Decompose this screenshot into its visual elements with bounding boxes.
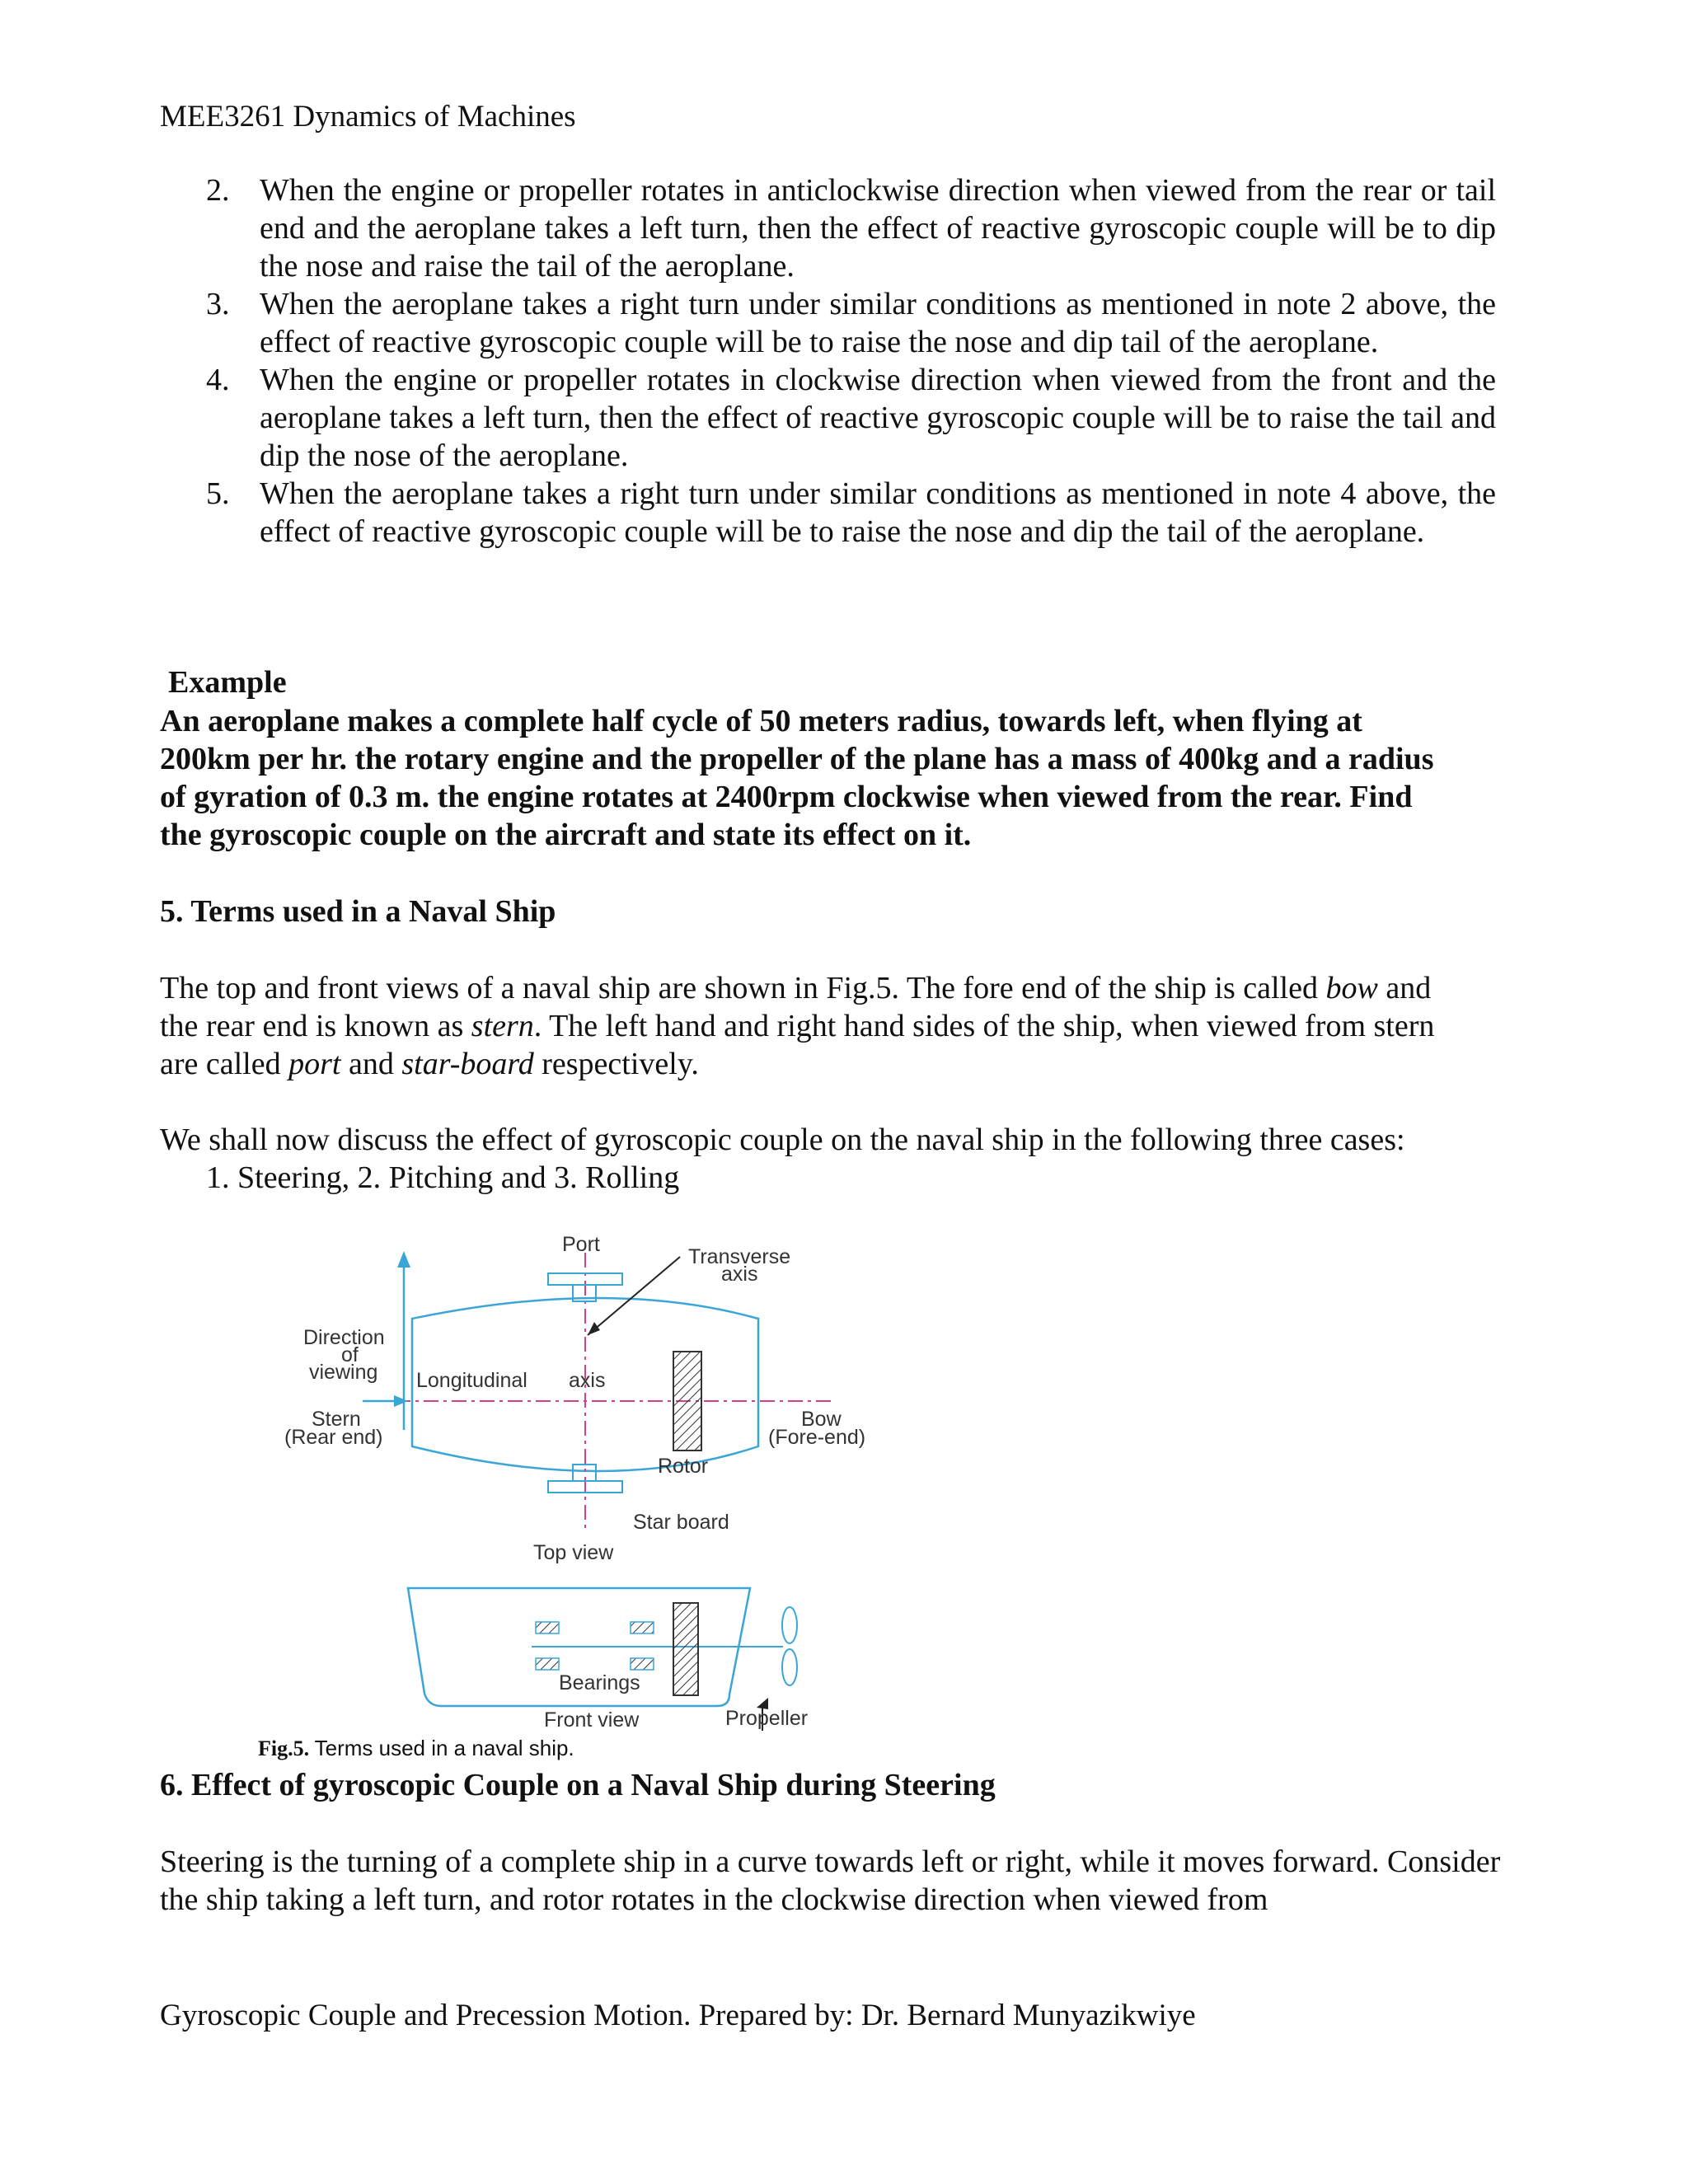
notes-list bbox=[206, 171, 1496, 551]
section-6-heading: 6. Effect of gyroscopic Couple on a Naval Ship during Steering bbox=[160, 1768, 996, 1802]
propeller-blade-lower bbox=[782, 1649, 797, 1685]
rotor-front-view bbox=[673, 1603, 698, 1695]
section-5-paragraph-2: We shall now discuss the effect of gyroscopic couple on the naval ship in the following three cases: bbox=[160, 1122, 1405, 1157]
label-front-view: Front view bbox=[544, 1708, 640, 1732]
arrow-head-icon bbox=[394, 1395, 408, 1407]
label-fore-end: (Fore-end) bbox=[768, 1426, 866, 1449]
page-header: MEE3261 Dynamics of Machines bbox=[160, 100, 576, 134]
bearing-1-upper bbox=[536, 1622, 559, 1633]
section-5-paragraph-1 bbox=[160, 969, 1454, 1083]
term-starboard: star-board bbox=[401, 1047, 534, 1081]
bearing-1-lower bbox=[536, 1658, 559, 1670]
label-rotor: Rotor bbox=[658, 1455, 709, 1478]
example-title: Example bbox=[168, 665, 287, 700]
label-bow: Bow bbox=[801, 1408, 842, 1431]
text-run: and the rear end is known as bbox=[160, 971, 1432, 1043]
label-of: of bbox=[341, 1343, 359, 1366]
note-text: When the aeroplane takes a right turn under similar conditions as mentioned in note 2 above, the effect of reactive gyroscopic couple will be to raise the nose and dip tail of the aeroplane. bbox=[260, 287, 1496, 359]
label-longitudinal: Longitudinal bbox=[416, 1369, 528, 1392]
note-text: When the aeroplane takes a right turn under similar conditions as mentioned in note 4 above, the effect of reactive gyroscopic couple will be to raise the nose and dip the tail of the aeroplane. bbox=[260, 476, 1496, 549]
note-number: 2. bbox=[206, 173, 230, 208]
section-5-heading: 5. Terms used in a Naval Ship bbox=[160, 894, 556, 929]
label-transverse-axis: axis bbox=[721, 1263, 758, 1286]
label-bearings: Bearings bbox=[559, 1671, 640, 1694]
text-run: . The left hand and right hand sides of the ship, when viewed from stern are called bbox=[160, 1009, 1435, 1081]
label-direction: Direction bbox=[303, 1326, 385, 1349]
rotor-top-view bbox=[673, 1352, 701, 1451]
note-text: When the engine or propeller rotates in anticlockwise direction when viewed from the rear or tail end and the aeroplane takes a left turn, then the effect of reactive gyroscopic couple will be to dip the nose and raise the tail of the aeroplane. bbox=[260, 173, 1496, 284]
note-item bbox=[206, 361, 1496, 475]
note-number: 5. bbox=[206, 476, 230, 511]
naval-ship-figure bbox=[264, 1228, 890, 1735]
note-number: 3. bbox=[206, 287, 230, 321]
label-stern: Stern bbox=[312, 1408, 361, 1431]
text-run: The top and front views of a naval ship are shown in Fig.5. The fore end of the ship is called bbox=[160, 971, 1326, 1005]
note-item bbox=[206, 285, 1496, 361]
figure-caption bbox=[258, 1736, 574, 1761]
transverse-pointer bbox=[588, 1257, 680, 1335]
page-footer: Gyroscopic Couple and Precession Motion. Prepared by: Dr. Bernard Munyazikwiye bbox=[160, 1999, 1196, 2032]
label-viewing: viewing bbox=[309, 1361, 378, 1384]
note-item bbox=[206, 475, 1496, 551]
label-propeller: Propeller bbox=[725, 1707, 809, 1730]
label-star-board: Star board bbox=[633, 1511, 729, 1534]
arrow-head-icon bbox=[397, 1251, 410, 1268]
note-number: 4. bbox=[206, 363, 230, 397]
bearing-2-lower bbox=[631, 1658, 654, 1670]
term-bow: bow bbox=[1325, 971, 1378, 1005]
label-rear-end: (Rear end) bbox=[284, 1426, 383, 1449]
caption-label: Fig.5. bbox=[258, 1736, 310, 1760]
section-5-case-list: 1. Steering, 2. Pitching and 3. Rolling bbox=[206, 1160, 680, 1195]
text-run: respectively. bbox=[533, 1047, 699, 1081]
label-transverse: Transverse bbox=[688, 1245, 791, 1268]
arrow-head-icon bbox=[588, 1322, 600, 1335]
term-port: port bbox=[288, 1047, 341, 1081]
term-stern: stern bbox=[471, 1009, 534, 1043]
text-run: and bbox=[340, 1047, 402, 1081]
note-item bbox=[206, 171, 1496, 285]
label-top-view: Top view bbox=[533, 1541, 614, 1564]
section-6-paragraph: Steering is the turning of a complete ship in a curve towards left or right, while it moves forward. Consider the ship taking a left turn, and rotor rotates in the clockwise direction when viewed from bbox=[160, 1844, 1501, 1917]
bearing-2-upper bbox=[631, 1622, 654, 1633]
note-text: When the engine or propeller rotates in clockwise direction when viewed from the front and the aeroplane takes a left turn, then the effect of reactive gyroscopic couple will be to raise the tail and dip the nose of the aeroplane. bbox=[260, 363, 1496, 473]
example-body: An aeroplane makes a complete half cycle of 50 meters radius, towards left, when flying at 200km per hr. the rotary engine and the propeller of the plane has a mass of 400kg and a radius of gyration of 0.3 m. the engine rotates at 2400rpm clockwise when viewed from the rear. Find the gyroscopic couple on the aircraft and state its effect on it. bbox=[160, 704, 1434, 852]
caption-text: Terms used in a naval ship. bbox=[314, 1736, 574, 1760]
propeller-blade-upper bbox=[782, 1607, 797, 1643]
label-longitudinal-axis: axis bbox=[569, 1369, 606, 1392]
label-port: Port bbox=[562, 1233, 600, 1256]
